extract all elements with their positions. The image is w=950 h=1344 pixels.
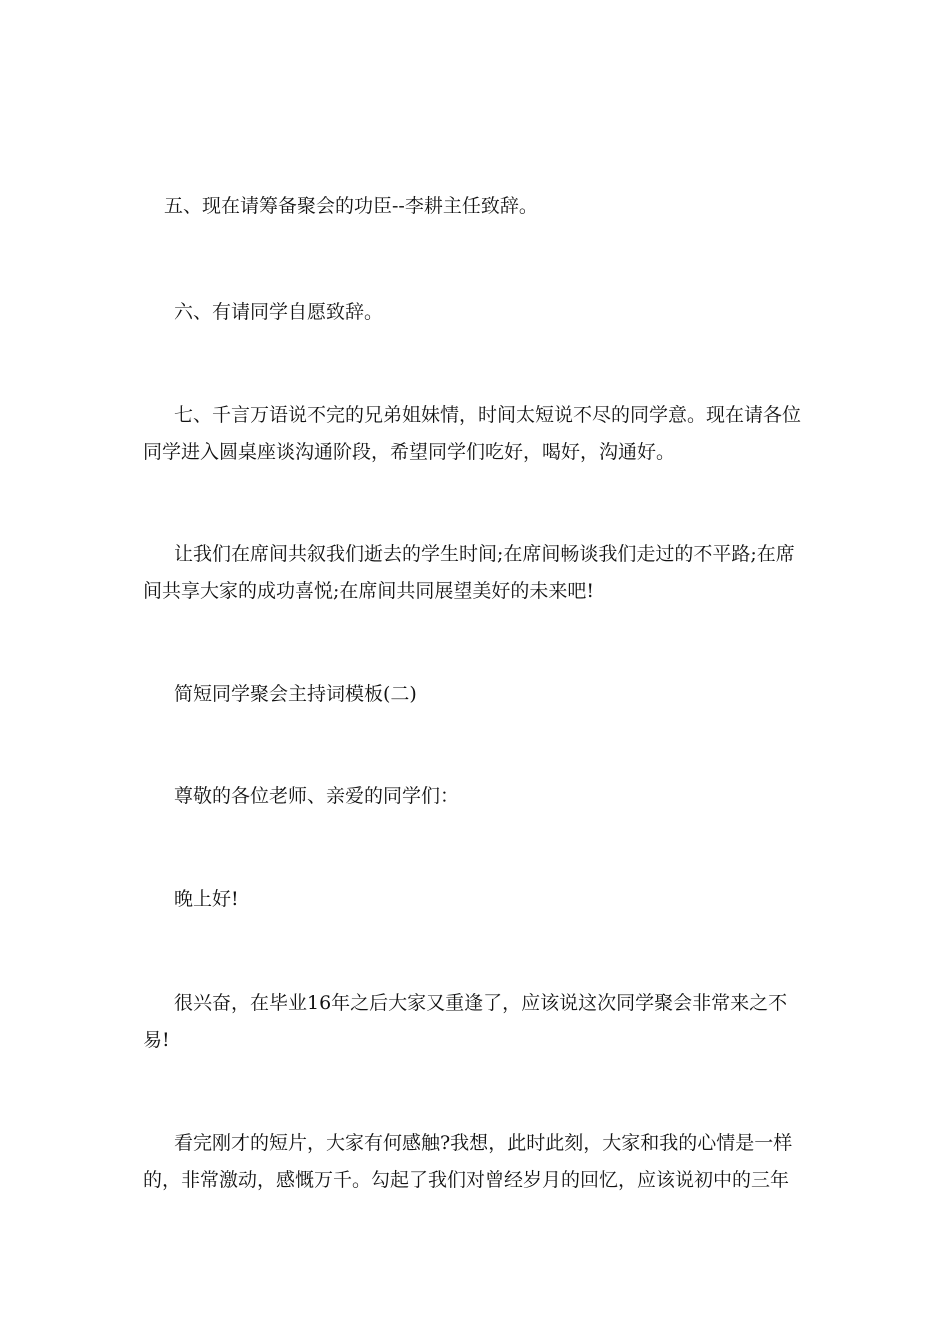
salutation: 尊敬的各位老师、亲爱的同学们： <box>174 785 460 807</box>
paragraph-item-7: 七、千言万语说不完的兄弟姐妹情，时间太短说不尽的同学意。现在请各位同学进入圆桌座谈沟通阶段，希望同学们吃好，喝好，沟通好。 <box>143 404 802 463</box>
paragraph-reunion: 很兴奋，在毕业16年之后大家又重逢了，应该说这次同学聚会非常来之不易! <box>143 992 788 1051</box>
paragraph-closing-wish: 让我们在席间共叙我们逝去的学生时间;在席间畅谈我们走过的不平路;在席间共享大家的成功喜悦;在席间共同展望美好的未来吧! <box>143 543 795 602</box>
greeting: 晚上好! <box>174 888 239 910</box>
paragraph-reflection: 看完刚才的短片，大家有何感触?我想，此时此刻，大家和我的心情是一样的，非常激动，感慨万千。勾起了我们对曾经岁月的回忆，应该说初中的三年 <box>143 1132 793 1191</box>
section-heading: 简短同学聚会主持词模板(二) <box>174 683 417 705</box>
paragraph-item-5: 五、现在请筹备聚会的功臣--李耕主任致辞。 <box>164 195 538 217</box>
paragraph-item-6: 六、有请同学自愿致辞。 <box>174 301 384 323</box>
